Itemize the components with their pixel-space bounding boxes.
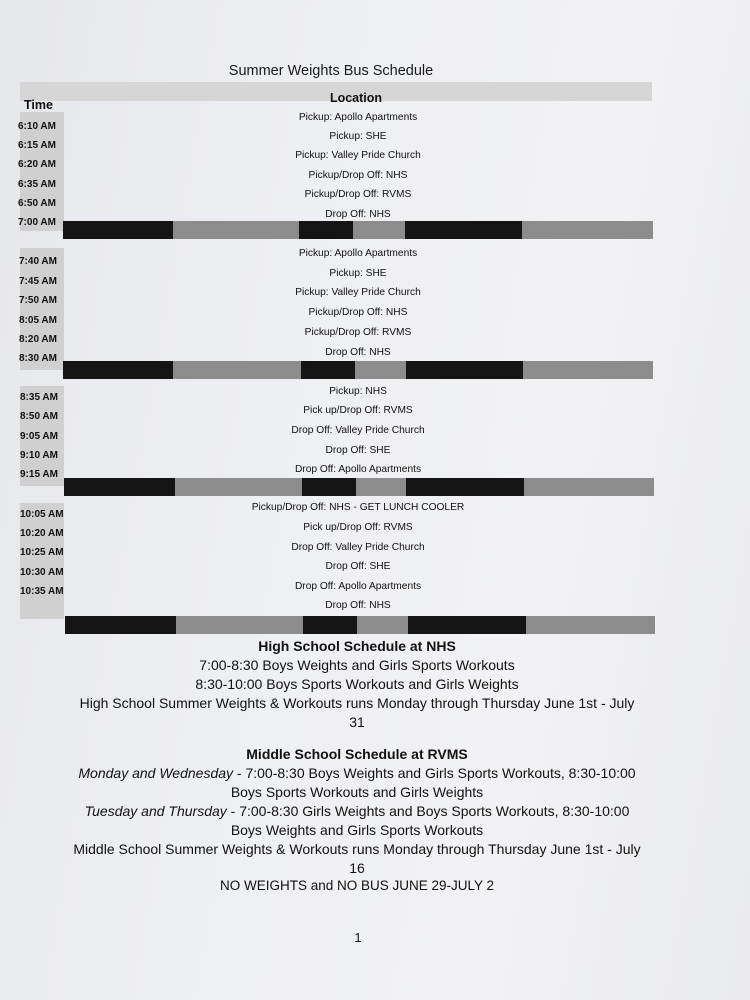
location-cell: Pickup: Valley Pride Church [295,150,421,161]
time-cell: 6:20 AM [18,159,56,170]
block-divider [64,478,654,496]
location-cell: Pickup/Drop Off: NHS - GET LUNCH COOLER [251,502,465,513]
high-school-line: 7:00-8:30 Boys Weights and Girls Sports Workouts [199,657,515,673]
location-cell: Pickup/Drop Off: NHS [308,307,408,318]
location-cell: Drop Off: Apollo Apartments [294,581,422,592]
block-divider [65,616,655,634]
time-cell: 8:50 AM [20,411,58,422]
location-cell: Pickup/Drop Off: NHS [308,170,408,181]
location-cell: Pickup: Apollo Apartments [298,248,418,259]
monday-wednesday-label: Monday and Wednesday [78,765,234,781]
location-cell: Pickup: SHE [329,268,387,279]
time-cell: 10:05 AM [20,509,64,520]
no-bus-notice: NO WEIGHTS and NO BUS JUNE 29-JULY 2 [219,878,495,893]
location-cell: Drop Off: Apollo Apartments [294,464,422,475]
location-cell: Pickup/Drop Off: RVMS [304,327,412,338]
time-cell: 7:45 AM [19,276,57,287]
page-number: 1 [354,930,362,945]
time-cell: 7:00 AM [18,217,56,228]
time-cell: 9:05 AM [20,431,58,442]
middle-school-dates: Middle School Summer Weights & Workouts runs Monday through Thursday June 1st - July 16 [73,841,641,876]
location-cell: Pickup: Valley Pride Church [295,287,421,298]
time-column-block [20,503,64,619]
block-divider [63,361,653,379]
time-cell: 10:35 AM [20,586,64,597]
middle-school-section [72,745,642,878]
tuesday-thursday-text: - 7:00-8:30 Girls Weights and Boys Sports Workouts, 8:30-10:00 Boys Weights and Girls Sports Workouts [226,803,630,838]
time-cell: 8:30 AM [19,353,57,364]
time-cell: 8:05 AM [19,315,57,326]
location-column-header: Location [329,91,383,105]
location-cell: Pick up/Drop Off: RVMS [303,522,413,533]
location-cell: Pickup/Drop Off: RVMS [304,189,412,200]
time-cell: 9:15 AM [20,469,58,480]
location-cell: Drop Off: NHS [325,209,391,220]
time-cell: 8:35 AM [20,392,58,403]
time-cell: 6:35 AM [18,179,56,190]
tuesday-thursday-label: Tuesday and Thursday [84,803,227,819]
high-school-heading: High School Schedule at NHS [258,638,456,654]
time-cell: 7:50 AM [19,295,57,306]
middle-school-heading: Middle School Schedule at RVMS [246,746,468,762]
monday-wednesday-text: - 7:00-8:30 Boys Weights and Girls Sports Workouts, 8:30-10:00 Boys Sports Workouts and Girls Weights [230,765,636,800]
monday-wednesday-schedule [72,764,642,802]
location-cell: Drop Off: NHS [325,347,391,358]
time-cell: 10:20 AM [20,528,64,539]
time-cell: 7:40 AM [19,256,57,267]
location-cell: Pickup: NHS [329,386,387,397]
time-cell: 10:30 AM [20,567,64,578]
location-cell: Drop Off: Valley Pride Church [291,542,425,553]
location-cell: Pickup: SHE [329,131,387,142]
location-cell: Drop Off: NHS [325,600,391,611]
location-cell: Drop Off: SHE [325,561,391,572]
location-cell: Pickup: Apollo Apartments [298,112,418,123]
time-cell: 9:10 AM [20,450,58,461]
time-cell: 6:10 AM [18,121,56,132]
time-cell: 8:20 AM [19,334,57,345]
page-title: Summer Weights Bus Schedule [228,63,434,79]
location-cell: Pick up/Drop Off: RVMS [303,405,413,416]
time-cell: 10:25 AM [20,547,64,558]
table-header [20,82,652,112]
time-cell: 6:15 AM [18,140,56,151]
time-column-header: Time [24,98,53,112]
high-school-section [72,637,642,732]
time-cell: 6:50 AM [18,198,56,209]
location-cell: Drop Off: SHE [325,445,391,456]
high-school-dates: High School Summer Weights & Workouts runs Monday through Thursday June 1st - July 31 [79,695,635,730]
tuesday-thursday-schedule [72,802,642,840]
block-divider [63,221,653,239]
high-school-line: 8:30-10:00 Boys Sports Workouts and Girls Weights [195,676,519,692]
location-cell: Drop Off: Valley Pride Church [291,425,425,436]
